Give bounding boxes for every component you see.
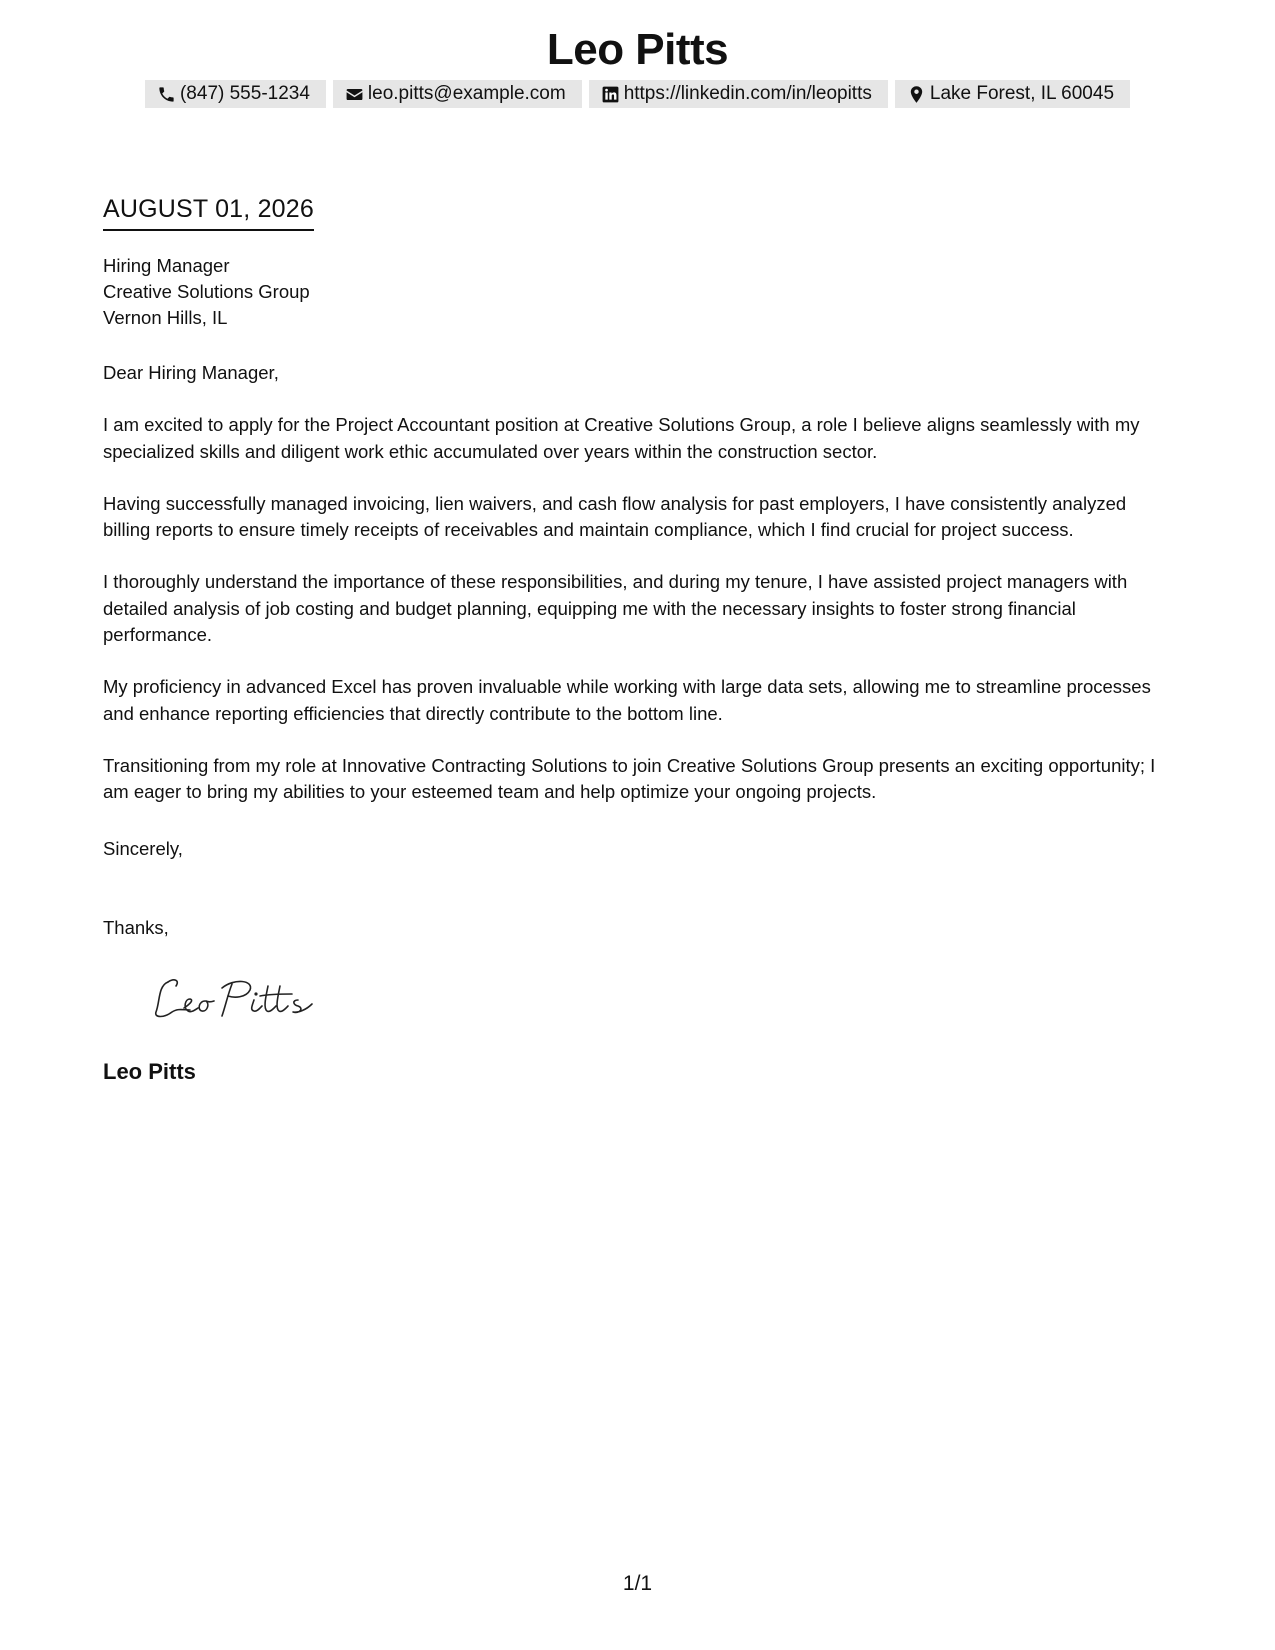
envelope-icon: [345, 85, 364, 104]
page-number: 1/1: [622, 1572, 653, 1595]
recipient-title: Hiring Manager: [103, 255, 230, 276]
body-paragraph: I thoroughly understand the importance of these responsibilities, and during my tenure, I have assisted project managers with detailed analysis of job costing and budget planning, equipping me with the necessary insights to foster strong financial performance.: [103, 571, 1128, 646]
letter-date: AUGUST 01, 2026: [103, 193, 314, 231]
applicant-name: Leo Pitts: [546, 25, 729, 74]
salutation: Dear Hiring Manager,: [103, 362, 279, 383]
contact-phone: [145, 80, 326, 108]
handwritten-signature: [150, 972, 320, 1024]
linkedin-text: https://linkedin.com/in/leopitts: [623, 83, 872, 104]
phone-text: (847) 555-1234: [179, 83, 310, 104]
recipient-block: [103, 253, 310, 331]
body-paragraph: Having successfully managed invoicing, lien waivers, and cash flow analysis for past employers, I have consistently analyzed billing reports to ensure timely receipts of receivables and maintain compliance, which I find crucial for project success.: [103, 492, 1127, 541]
body-paragraph: I am excited to apply for the Project Accountant position at Creative Solutions Group, a role I believe aligns seamlessly with my specialized skills and diligent work ethic accumulated over years within the construction sector.: [103, 414, 1140, 462]
location-text: Lake Forest, IL 60045: [929, 83, 1115, 104]
thanks-line: Thanks,: [103, 917, 169, 938]
contact-linkedin: [589, 80, 888, 108]
recipient-company: Creative Solutions Group: [103, 281, 310, 302]
contact-email: [333, 80, 582, 108]
recipient-location: Vernon Hills, IL: [103, 307, 228, 328]
email-text: leo.pitts@example.com: [367, 83, 566, 104]
letter-body: [103, 360, 1178, 832]
contact-bar: [0, 80, 1275, 108]
linkedin-icon: [601, 85, 620, 104]
signer-name: Leo Pitts: [103, 1059, 196, 1084]
contact-location: [895, 80, 1130, 108]
closing-line: Sincerely,: [103, 838, 183, 859]
phone-icon: [157, 85, 176, 104]
map-pin-icon: [907, 85, 926, 104]
body-paragraph: Transitioning from my role at Innovative Contracting Solutions to join Creative Solutions Group presents an exciting opportunity; I am eager to bring my abilities to your esteemed team and help optimize your ongoing projects.: [103, 754, 1156, 803]
body-paragraph: My proficiency in advanced Excel has proven invaluable while working with large data sets, allowing me to streamline processes and enhance reporting efficiencies that directly contribute to the bottom line.: [103, 676, 1151, 724]
